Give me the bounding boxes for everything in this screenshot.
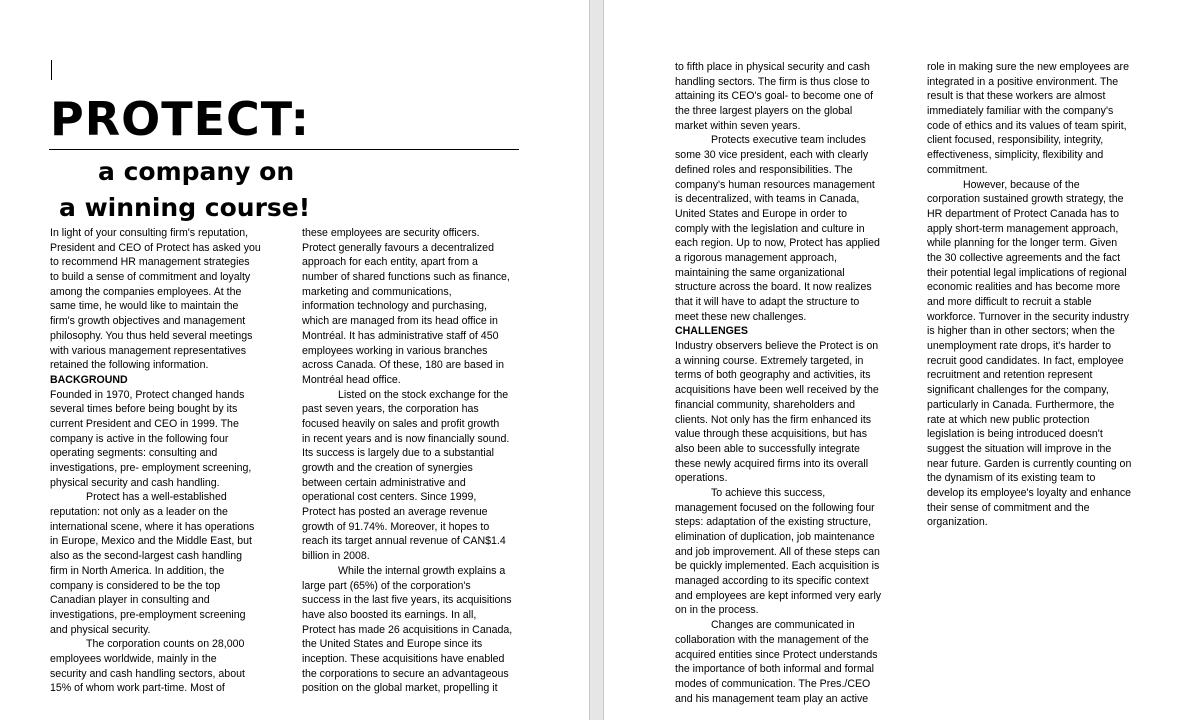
text-line: financial community, shareholders and xyxy=(675,398,855,411)
text-line: role in making sure the new employees are xyxy=(927,61,1129,73)
text-line: While the internal growth explains a xyxy=(338,564,506,577)
text-column-4 xyxy=(927,60,1149,530)
text-line: rate at which new public protection xyxy=(927,413,1090,426)
text-line: a winning course. Extremely targeted, in xyxy=(675,354,864,367)
text-line: terms of both geography and activities, its xyxy=(675,369,871,382)
text-line: reach its target annual revenue of CAN$1.4 xyxy=(302,535,506,548)
text-line: employees working in various branches xyxy=(302,344,488,357)
text-line: market within seven years. xyxy=(675,119,801,132)
section-heading: BACKGROUND xyxy=(50,373,128,386)
text-line: value through these acquisitions, but has xyxy=(675,428,867,441)
text-line: is decentralized, with teams in Canada, xyxy=(675,193,860,206)
text-line: with various management representatives xyxy=(50,344,247,357)
text-line: economic realities and has become more xyxy=(927,281,1121,294)
text-line: operating segments: consulting and xyxy=(50,447,218,460)
document-title: PROTECT: xyxy=(50,92,311,146)
text-line: Industry observers believe the Protect is on xyxy=(675,340,879,353)
text-line: several times before being bought by its xyxy=(50,403,238,416)
text-line: and his management team play an active xyxy=(675,692,869,705)
text-line: while planning for the longer term. Given xyxy=(927,237,1118,250)
text-line: on in the process. xyxy=(675,604,759,617)
text-line: also been able to successfully integrate xyxy=(675,442,860,455)
text-line: the 30 collective agreements and the fact xyxy=(927,251,1121,264)
text-line: same time, he would like to maintain the xyxy=(50,300,239,313)
text-line: 15% of whom work part-time. Most of xyxy=(50,682,225,695)
text-line: between certain administrative and xyxy=(302,476,466,489)
text-line: operational cost centers. Since 1999, xyxy=(302,491,477,504)
text-line: near future. Garden is currently counting on xyxy=(927,457,1132,470)
text-line: in recent years and is now financially sound. xyxy=(302,432,510,445)
text-line: retained the following information. xyxy=(50,359,209,372)
text-line: position on the global market, propelling it xyxy=(302,682,498,695)
text-line: unemployment rate drops, it's harder to xyxy=(927,340,1111,353)
text-line: acquired entities since Protect understands xyxy=(675,648,878,661)
text-line: Montréal head office. xyxy=(302,373,401,386)
text-cursor xyxy=(51,60,52,80)
text-line: approach for each entity, apart from a xyxy=(302,256,478,269)
text-line: management focused on the following four xyxy=(675,501,875,514)
text-line: corporation sustained growth strategy, the xyxy=(927,193,1124,206)
text-line: acquisitions have been well received by the xyxy=(675,384,879,397)
text-line: to fifth place in physical security and cash xyxy=(675,61,870,73)
text-line: defined roles and responsibilities. The xyxy=(675,163,853,176)
text-line: collaboration with the management of the xyxy=(675,633,869,646)
text-line: across Canada. Of these, 180 are based in xyxy=(302,359,504,372)
text-line: Protect has made 26 acquisitions in Canada, xyxy=(302,623,513,636)
text-line: the three largest players on the global xyxy=(675,105,853,118)
text-line: physical security and cash handling. xyxy=(50,476,220,489)
text-line: apply short-term management approach, xyxy=(927,222,1119,235)
text-line: investigations, pre-employment screening xyxy=(50,608,246,621)
text-line: also as the second-largest cash handling xyxy=(50,550,242,563)
text-line: have also boosted its earnings. In all, xyxy=(302,608,477,621)
text-line: Protect has posted an average revenue xyxy=(302,506,488,519)
text-line: company is active in the following four xyxy=(50,432,229,445)
text-line: large part (65%) of the corporation's xyxy=(302,579,471,592)
text-line: particularly in Canada. Furthermore, the xyxy=(927,398,1115,411)
text-line: their sense of commitment and the xyxy=(927,501,1090,514)
text-line: and employees are kept informed very early xyxy=(675,589,882,602)
text-line: workforce. Turnover in the security industry xyxy=(927,310,1129,323)
text-line: employees worldwide, mainly in the xyxy=(50,652,217,665)
text-line: Founded in 1970, Protect changed hands xyxy=(50,388,245,401)
text-line: United States and Europe in order to xyxy=(675,207,847,220)
text-line: which are managed from its head office in xyxy=(302,315,498,328)
text-line: to build a sense of commitment and loyalty xyxy=(50,271,251,284)
text-line: growth of 91.74%. Moreover, it hopes to xyxy=(302,520,490,533)
text-line: success in the last five years, its acquisitions xyxy=(302,594,512,607)
text-line: these newly acquired firms into its overall xyxy=(675,457,869,470)
text-line: inception. These acquisitions have enabled xyxy=(302,652,505,665)
text-line: suggest the situation will improve in the xyxy=(927,442,1112,455)
text-line: organization. xyxy=(927,516,988,529)
text-line: a rigorous management approach, xyxy=(675,251,837,264)
text-line: legislation is being introduced doesn't xyxy=(927,428,1103,441)
text-line: that it will have to adapt the structure to xyxy=(675,296,860,308)
text-line: billion in 2008. xyxy=(302,550,370,563)
text-line: the dynamism of its existing team to xyxy=(927,472,1096,485)
document-subtitle-line-1: a company on xyxy=(98,157,295,186)
text-line: security and cash handling sectors, about xyxy=(50,667,245,680)
text-line: among the companies employees. At the xyxy=(50,285,242,298)
text-line: comply with the legislation and culture in xyxy=(675,222,865,235)
text-line: modes of communication. The Pres./CEO xyxy=(675,677,871,690)
text-line: HR department of Protect Canada has to xyxy=(927,207,1119,220)
text-line: some 30 vice president, each with clearly xyxy=(675,149,869,162)
text-line: and physical security. xyxy=(50,623,151,636)
text-line: commitment. xyxy=(927,163,988,176)
text-line: handling sectors. The firm is thus close to xyxy=(675,75,870,88)
text-line: immediately familiar with the company's xyxy=(927,105,1114,118)
text-line: managed according to its specific context xyxy=(675,575,869,588)
text-line: code of ethics and its values of team spirit, xyxy=(927,119,1127,132)
text-line: the United States and Europe since its xyxy=(302,638,483,651)
title-divider xyxy=(49,149,519,150)
text-line: Listed on the stock exchange for the xyxy=(338,388,509,401)
text-line: philosophy. You thus held several meetings xyxy=(50,329,253,342)
text-line: maintaining the same organizational xyxy=(675,266,845,279)
text-line: recruit good candidates. In fact, employee xyxy=(927,354,1124,367)
text-line: marketing and communications, xyxy=(302,285,452,298)
document-page-left[interactable] xyxy=(0,0,589,720)
text-line: Montréal. It has administrative staff of 450 xyxy=(302,329,499,342)
text-line: integrated in a positive environment. The xyxy=(927,75,1119,88)
text-line: Changes are communicated in xyxy=(711,619,855,632)
text-line: To achieve this success, xyxy=(711,486,826,499)
text-line: steps: adaptation of the existing structure, xyxy=(675,516,872,529)
text-line: recruitment and retention represent xyxy=(927,369,1093,382)
text-line: current President and CEO in 1999. The xyxy=(50,417,239,430)
text-line: develop its employee's loyalty and enhance xyxy=(927,486,1132,499)
text-line: these employees are security officers. xyxy=(302,227,480,239)
text-line: to recommend HR management strategies xyxy=(50,256,250,269)
text-line: firm's growth objectives and management xyxy=(50,315,246,328)
text-line: information technology and purchasing, xyxy=(302,300,487,313)
text-column-3 xyxy=(675,60,897,706)
text-line: in Europe, Mexico and the Middle East, but xyxy=(50,535,252,548)
text-column-1 xyxy=(50,226,272,696)
text-line: be quickly implemented. Each acquisition is xyxy=(675,560,880,573)
text-line: Protect generally favours a decentralized xyxy=(302,241,494,254)
text-line: the corporations to secure an advantageous xyxy=(302,667,509,680)
text-line: number of shared functions such as finance, xyxy=(302,271,510,284)
text-line: company is considered to be the top xyxy=(50,579,221,592)
text-line: client focused, responsibility, integrity, xyxy=(927,134,1104,147)
text-column-2 xyxy=(302,226,524,696)
text-line: is higher than in other sectors; when the xyxy=(927,325,1115,338)
text-line: significant challenges for the company, xyxy=(927,384,1109,397)
text-line: Canadian player in consulting and xyxy=(50,594,210,607)
text-line: Its success is largely due to a substantial xyxy=(302,447,494,460)
text-line: The corporation counts on 28,000 xyxy=(86,638,245,651)
text-line: the importance of both informal and formal xyxy=(675,663,875,676)
text-line: However, because of the xyxy=(963,178,1080,191)
text-line: and more difficult to recruit a stable xyxy=(927,296,1092,308)
text-line: result is that these workers are almost xyxy=(927,90,1106,103)
page-gutter xyxy=(589,0,604,720)
text-line: operations. xyxy=(675,472,728,485)
text-line: their potential legal implications of regional xyxy=(927,266,1127,279)
text-line: attaining its CEO's goal- to become one of xyxy=(675,90,874,103)
text-line: focused heavily on sales and profit growth xyxy=(302,417,500,430)
text-line: President and CEO of Protect has asked you xyxy=(50,241,261,254)
text-line: Protects executive team includes xyxy=(711,134,866,147)
section-heading: CHALLENGES xyxy=(675,325,748,338)
text-line: growth and the creation of synergies xyxy=(302,462,473,474)
text-line: elimination of duplication, job maintenance xyxy=(675,531,875,543)
text-line: investigations, pre- employment screening, xyxy=(50,462,252,474)
text-line: reputation: not only as a leader on the xyxy=(50,506,228,519)
text-line: Protect has a well-established xyxy=(86,491,227,504)
document-page-right[interactable] xyxy=(604,0,1197,720)
text-line: company's human resources management xyxy=(675,178,875,191)
text-line: each region. Up to now, Protect has applied xyxy=(675,237,880,250)
text-line: In light of your consulting firm's reputation, xyxy=(50,227,249,239)
text-line: effectiveness, simplicity, flexibility and xyxy=(927,149,1104,162)
text-line: international scene, where it has operations xyxy=(50,520,255,533)
document-subtitle-line-2: a winning course! xyxy=(59,193,311,222)
text-line: structure across the board. It now realizes xyxy=(675,281,872,294)
text-line: and job improvement. All of these steps can xyxy=(675,545,880,558)
text-line: clients. Not only has the firm enhanced its xyxy=(675,413,872,426)
text-line: past seven years, the corporation has xyxy=(302,403,479,416)
text-line: meet these new challenges. xyxy=(675,310,807,323)
text-line: firm in North America. In addition, the xyxy=(50,564,225,577)
